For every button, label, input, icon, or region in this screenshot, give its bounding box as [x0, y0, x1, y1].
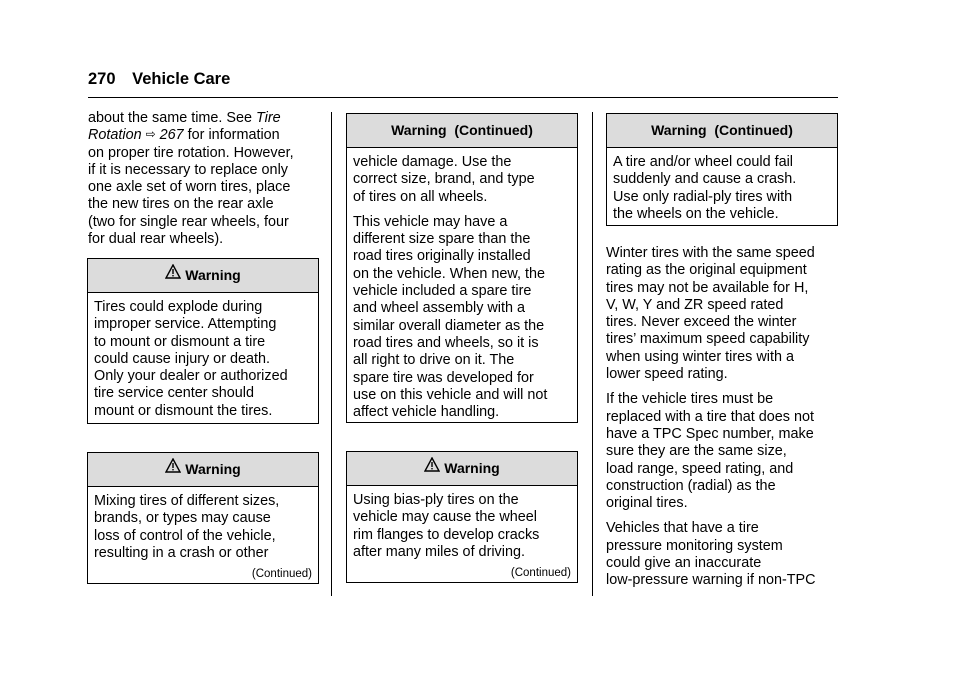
body-line: lower speed rating.: [606, 366, 728, 383]
body-line: load range, speed rating, and: [606, 460, 794, 477]
warning-line: mount or dismount the tires.: [94, 402, 273, 419]
warning-line: on the vehicle. When new, the: [353, 265, 545, 282]
body-line: tires. Never exceed the winter: [606, 314, 797, 331]
warning-line: similar overall diameter as the: [353, 317, 545, 334]
warning-line: different size spare than the: [353, 231, 531, 248]
body-line: original tires.: [606, 495, 688, 512]
warning-line: Using bias-ply tires on the: [353, 492, 519, 508]
warning-line: improper service. Attempting: [94, 316, 277, 333]
warning-line: Use only radial-ply tires with: [613, 188, 793, 205]
warning-title: Warning: [185, 461, 241, 477]
body-line: have a TPC Spec number, make: [606, 425, 814, 442]
body-line: the new tires on the rear axle: [88, 196, 274, 213]
column-divider-2: [592, 112, 593, 596]
page-ref-arrow-icon: ⇨: [145, 127, 156, 142]
warning-title: Warning: [185, 267, 241, 283]
warning-body: [347, 148, 577, 421]
warning-line: spare tire was developed for: [353, 369, 534, 386]
body-line: construction (radial) as the: [606, 477, 776, 494]
warning-line: suddenly and cause a crash.: [613, 171, 797, 188]
warning-line: A tire and/or wheel could fail: [613, 154, 793, 170]
warning-line: rim flanges to develop cracks: [353, 526, 540, 543]
warning-line: This vehicle may have a: [353, 213, 508, 230]
warning-line: resulting in a crash or other: [94, 544, 269, 561]
warning-line: tire service center should: [94, 385, 254, 402]
body-line: (two for single rear wheels, four: [88, 213, 289, 230]
warning-line: the wheels on the vehicle.: [613, 205, 779, 222]
warning-box-4: [346, 451, 578, 583]
warning-title: Warning (Continued): [651, 122, 793, 138]
ref-page[interactable]: 267: [159, 127, 184, 144]
page-number: 270: [88, 70, 116, 88]
col3-body-text: [606, 245, 846, 598]
warning-line: use on this vehicle and will not: [353, 386, 548, 403]
body-line: when using winter tires with a: [606, 348, 794, 365]
warning-line: Mixing tires of different sizes,: [94, 493, 280, 509]
body-line: on proper tire rotation. However,: [88, 144, 294, 161]
intro-line: about the same time. See: [88, 110, 256, 126]
warning-body: [347, 486, 577, 561]
warning-line: to mount or dismount a tire: [94, 333, 266, 350]
warning-line: after many miles of driving.: [353, 543, 525, 560]
body-line: rating as the original equipment: [606, 262, 807, 279]
ref-title-cont[interactable]: Rotation: [88, 127, 142, 144]
warning-triangle-icon: [424, 451, 440, 484]
warning-line: affect vehicle handling.: [353, 404, 500, 421]
warning-box-3: [346, 113, 578, 423]
warning-line: vehicle damage. Use the: [353, 154, 512, 170]
ref-after: for information: [183, 127, 280, 144]
warning-triangle-icon: [165, 452, 181, 485]
warning-line: could cause injury or death.: [94, 350, 270, 367]
body-line: if it is necessary to replace only: [88, 161, 288, 178]
body-line: If the vehicle tires must be: [606, 391, 774, 408]
body-line: tires’ maximum speed capability: [606, 331, 810, 348]
warning-triangle-icon: [165, 258, 181, 291]
warning-box-5: [606, 113, 838, 226]
warning-body: [607, 148, 837, 223]
warning-header: [88, 259, 318, 293]
body-line: replaced with a tire that does not: [606, 408, 814, 425]
warning-line: vehicle may cause the wheel: [353, 509, 537, 526]
body-line: Vehicles that have a tire: [606, 520, 759, 537]
body-line: V, W, Y and ZR speed rated: [606, 296, 784, 313]
warning-box-2: [87, 452, 319, 584]
body-line: tires may not be available for H,: [606, 279, 809, 296]
warning-header: [88, 453, 318, 487]
warning-line: of tires on all wheels.: [353, 188, 488, 205]
warning-line: Only your dealer or authorized: [94, 368, 288, 385]
warning-line: and wheel assembly with a: [353, 300, 525, 317]
warning-line: vehicle included a spare tire: [353, 283, 532, 300]
warning-header: [607, 114, 837, 148]
warning-box-1: [87, 258, 319, 424]
continued-label: (Continued): [251, 568, 312, 580]
warning-title: Warning: [444, 460, 500, 476]
warning-line: loss of control of the vehicle,: [94, 527, 276, 544]
body-line: could give an inaccurate: [606, 555, 762, 572]
warning-line: road tires originally installed: [353, 248, 531, 265]
warning-line: all right to drive on it. The: [353, 352, 515, 369]
warning-body: [88, 293, 318, 420]
warning-line: correct size, brand, and type: [353, 171, 535, 188]
warning-header: [347, 114, 577, 148]
ref-title[interactable]: Tire: [256, 110, 281, 126]
body-line: pressure monitoring system: [606, 537, 783, 554]
header-rule: [88, 97, 838, 98]
body-line: sure they are the same size,: [606, 443, 787, 460]
section-title: Vehicle Care: [132, 70, 231, 88]
column-divider-1: [331, 112, 332, 596]
warning-line: brands, or types may cause: [94, 510, 271, 527]
col1-intro-text: [88, 110, 323, 248]
warning-title: Warning (Continued): [391, 122, 533, 138]
warning-line: road tires and wheels, so it is: [353, 334, 539, 351]
warning-line: Tires could explode during: [94, 299, 263, 315]
body-line: Winter tires with the same speed: [606, 245, 815, 261]
warning-header: [347, 452, 577, 486]
body-line: low-pressure warning if non-TPC: [606, 572, 816, 589]
continued-label: (Continued): [510, 567, 571, 579]
page-header: [88, 70, 230, 89]
body-line: for dual rear wheels).: [88, 231, 224, 248]
warning-body: [88, 487, 318, 562]
body-line: one axle set of worn tires, place: [88, 179, 291, 196]
